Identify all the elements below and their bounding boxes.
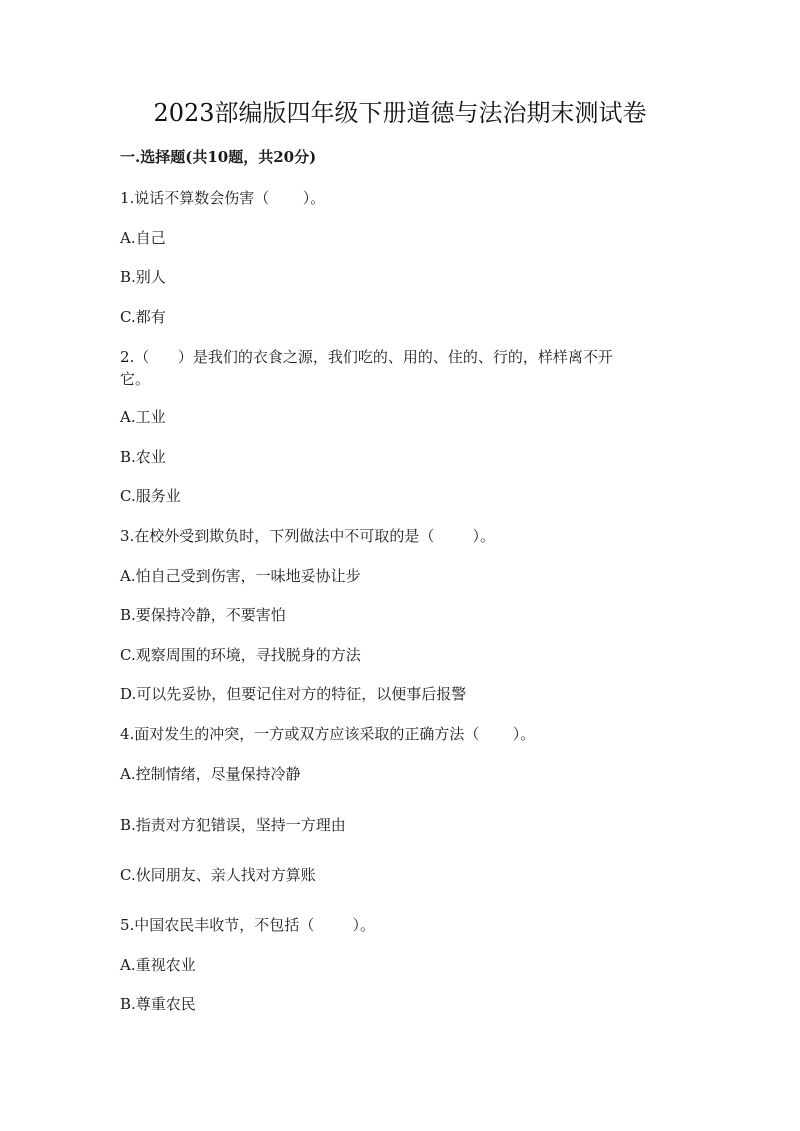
question-1-option-a: A.自己	[120, 229, 166, 247]
question-3-option-d: D.可以先妥协，但要记住对方的特征，以便事后报警	[120, 685, 467, 703]
section-heading: 一.选择题(共10题，共20分)	[120, 148, 317, 166]
question-2-stem-line2: 它。	[120, 370, 151, 388]
question-4-option-b: B.指责对方犯错误，坚持一方理由	[120, 816, 346, 834]
question-2-stem-line1: 2.（ ）是我们的衣食之源，我们吃的、用的、住的、行的，样样离不开	[120, 348, 613, 366]
question-4-option-a: A.控制情绪，尽量保持冷静	[120, 765, 301, 783]
question-2-option-c: C.服务业	[120, 487, 181, 505]
question-1-option-c: C.都有	[120, 308, 166, 326]
question-5-option-a: A.重视农业	[120, 956, 196, 974]
question-2-option-a: A.工业	[120, 408, 166, 426]
question-3-option-b: B.要保持冷静，不要害怕	[120, 606, 286, 624]
page-title: 2023部编版四年级下册道德与法治期末测试卷	[153, 99, 647, 127]
question-5-stem: 5.中国农民丰收节，不包括（ ）。	[120, 916, 375, 934]
question-3-option-c: C.观察周围的环境，寻找脱身的方法	[120, 646, 361, 664]
question-2-option-b: B.农业	[120, 448, 166, 466]
question-1-option-b: B.别人	[120, 268, 166, 286]
question-3-stem: 3.在校外受到欺负时，下列做法中不可取的是（ ）。	[120, 527, 495, 545]
question-5-option-b: B.尊重农民	[120, 995, 196, 1013]
question-4-option-c: C.伙同朋友、亲人找对方算账	[120, 866, 316, 884]
question-3-option-a: A.怕自己受到伤害，一味地妥协让步	[120, 567, 361, 585]
question-1-stem: 1.说话不算数会伤害（ ）。	[120, 189, 326, 207]
question-4-stem: 4.面对发生的冲突，一方或双方应该采取的正确方法（ ）。	[120, 725, 536, 743]
